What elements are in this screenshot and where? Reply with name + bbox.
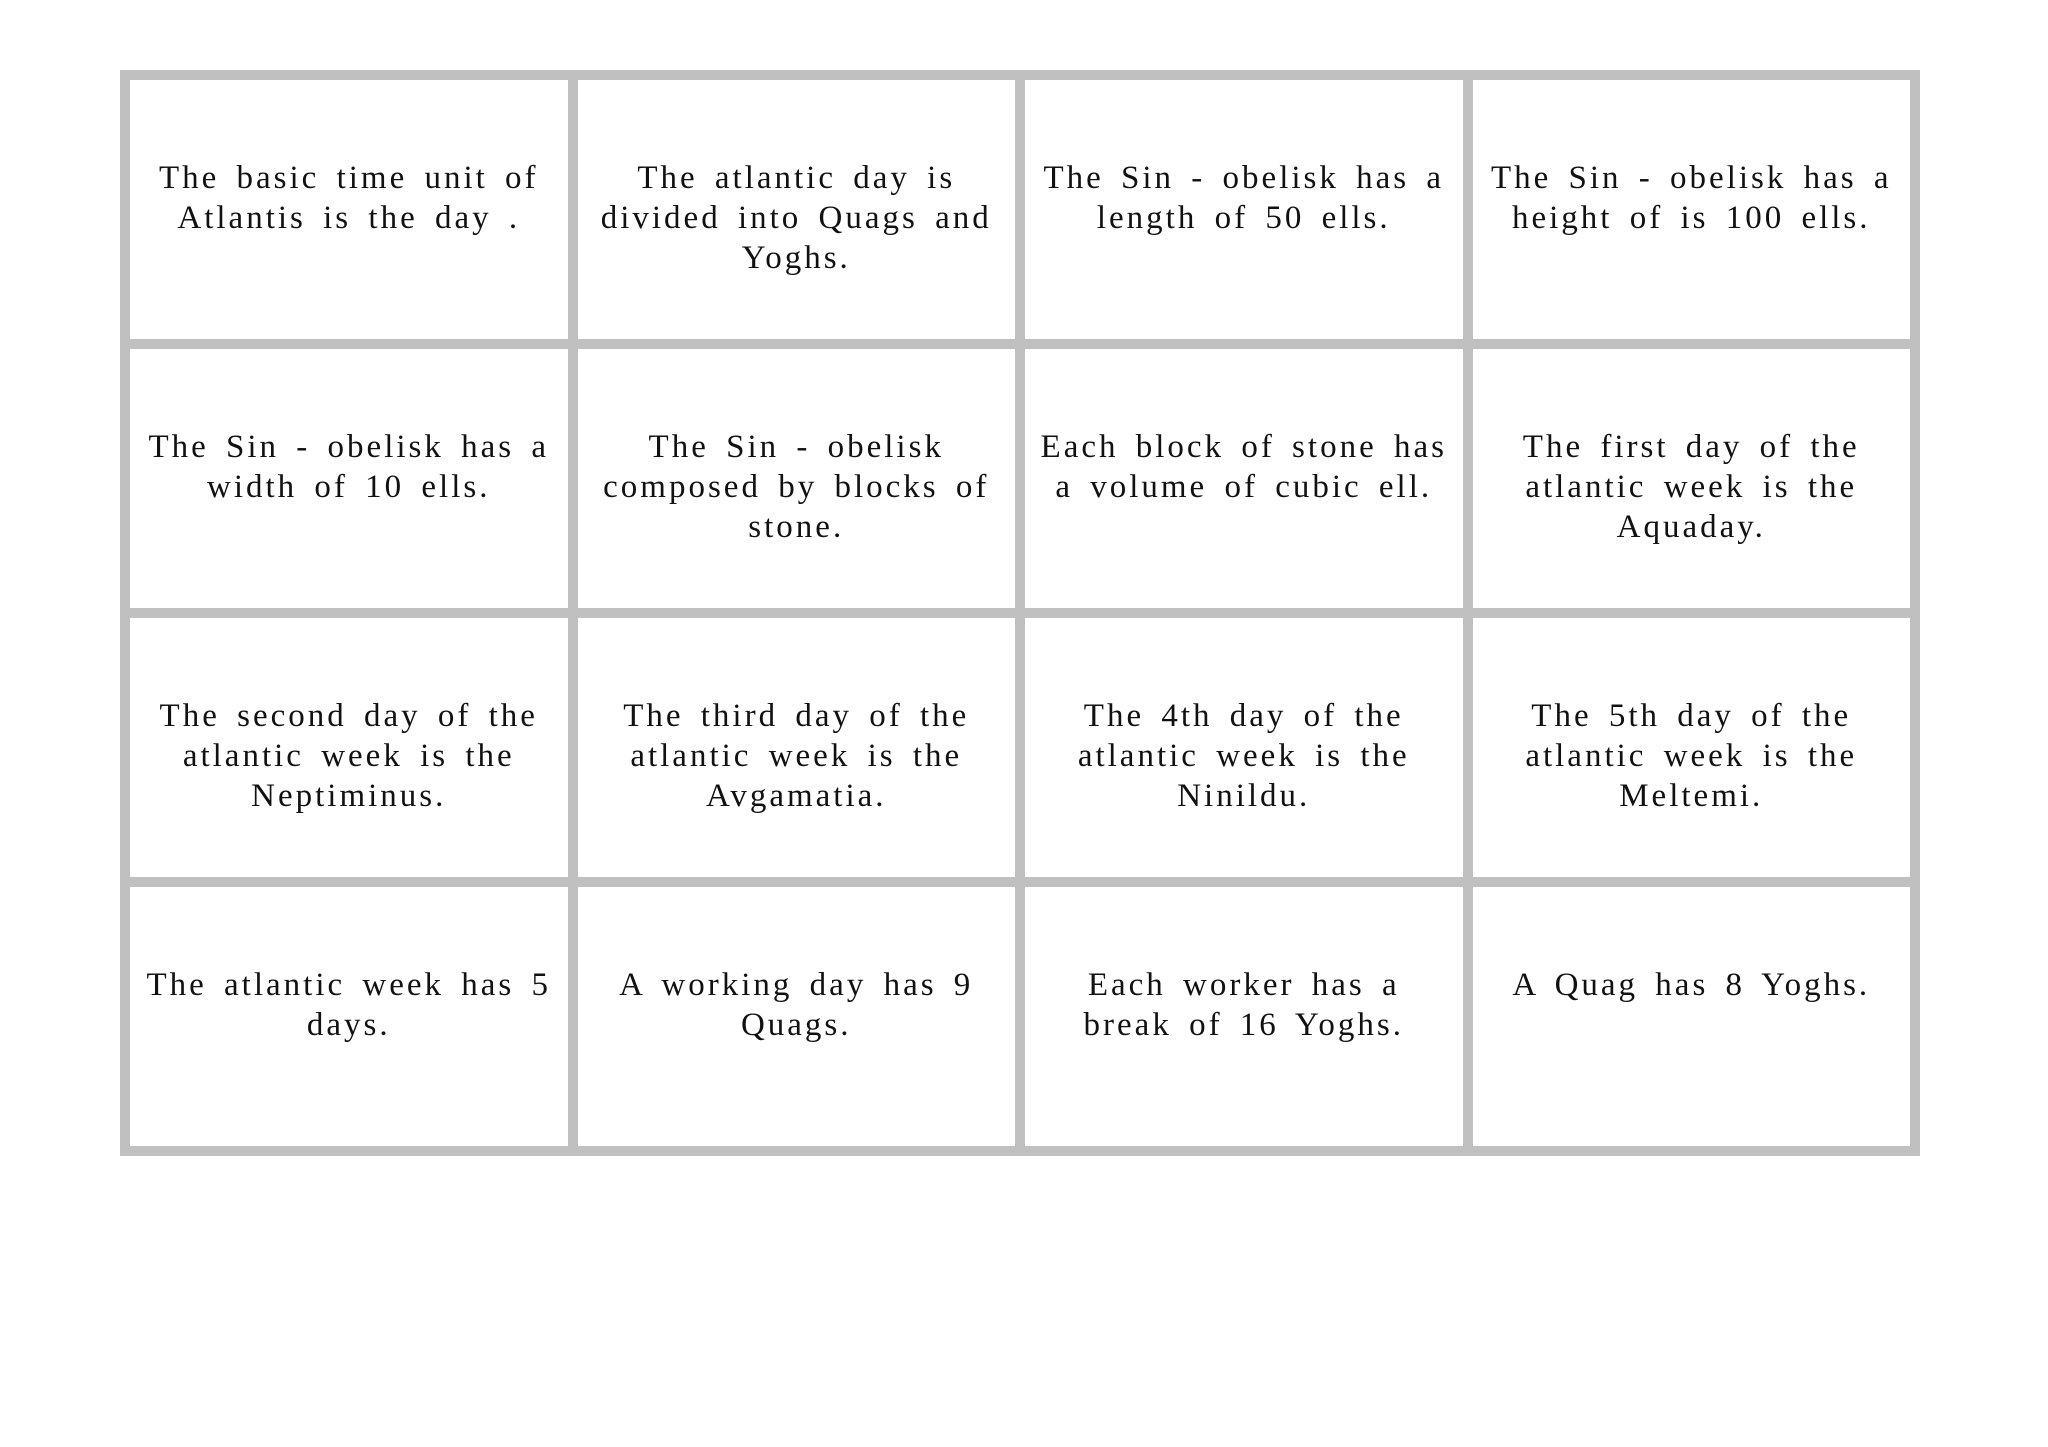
card-grid [120, 70, 1920, 1156]
card [1025, 349, 1463, 608]
card-text: The Sin - obelisk has a height of is 100 ells. [1490, 160, 1892, 236]
card [578, 349, 1016, 608]
card-text: The Sin - obelisk composed by blocks of stone. [603, 429, 990, 545]
card-text: The Sin - obelisk has a length of 50 ells. [1043, 160, 1445, 236]
card [130, 618, 568, 877]
card [130, 887, 568, 1146]
card [1025, 618, 1463, 877]
card [1473, 618, 1911, 877]
card-text: The atlantic week has 5 days. [146, 967, 552, 1043]
card [578, 887, 1016, 1146]
card-text: The Sin - obelisk has a width of 10 ells. [148, 429, 550, 505]
card-text: The third day of the atlantic week is the Avgamatia. [623, 698, 970, 814]
card [1473, 349, 1911, 608]
card-text: The 4th day of the atlantic week is the Ninildu. [1077, 698, 1410, 814]
card [130, 80, 568, 339]
card-text: The second day of the atlantic week is the Neptiminus. [159, 698, 538, 814]
card [130, 349, 568, 608]
card [1025, 887, 1463, 1146]
card-text: The first day of the atlantic week is the Aquaday. [1522, 429, 1860, 545]
card-text: The basic time unit of Atlantis is the day . [158, 160, 539, 236]
card [1025, 80, 1463, 339]
card [1473, 80, 1911, 339]
card-text: A Quag has 8 Yoghs. [1512, 967, 1871, 1003]
card-text: A working day has 9 Quags. [619, 967, 974, 1043]
card [1473, 887, 1911, 1146]
card [578, 80, 1016, 339]
card-text: Each worker has a break of 16 Yoghs. [1083, 967, 1404, 1043]
card-text: Each block of stone has a volume of cubic ell. [1040, 429, 1447, 505]
card-text: The atlantic day is divided into Quags and Yoghs. [600, 160, 992, 276]
card-text: The 5th day of the atlantic week is the Meltemi. [1525, 698, 1858, 814]
card [578, 618, 1016, 877]
